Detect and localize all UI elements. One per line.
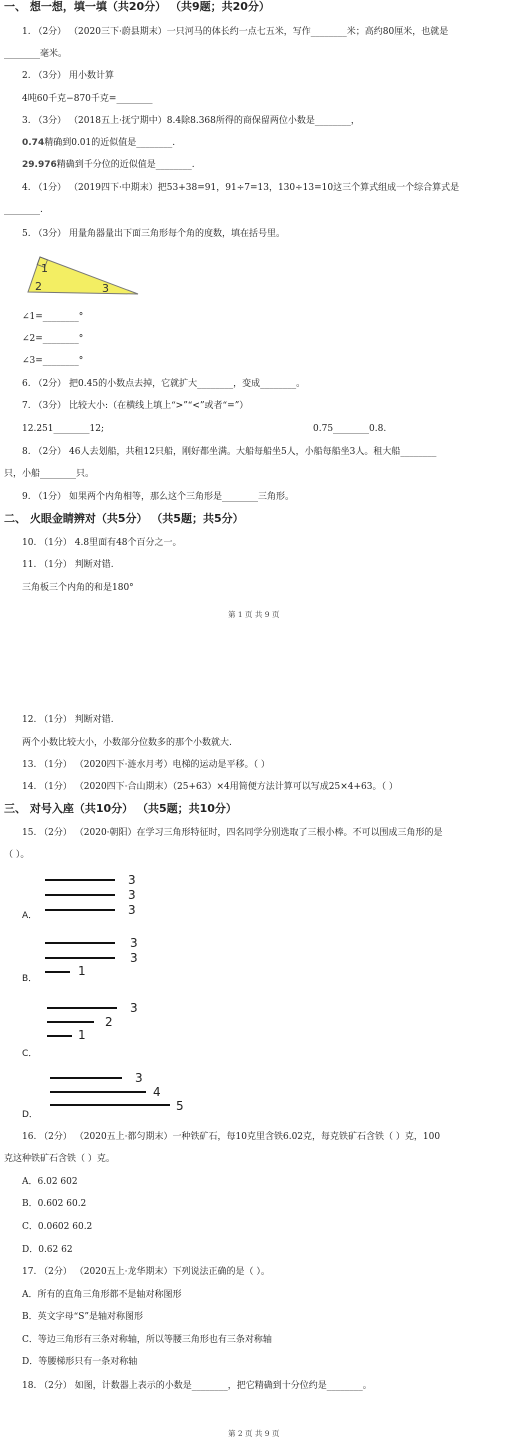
stick-b-3: [45, 971, 70, 973]
angle-2-answer: ∠2=________°: [22, 334, 84, 344]
stick-d-3-length: 5: [176, 1099, 184, 1113]
page-number-1: 第 1 页 共 9 页: [228, 610, 280, 619]
stick-d-2-length: 4: [153, 1085, 161, 1099]
question-17-option-d: D．等腰梯形只有一条对称轴: [22, 1357, 138, 1367]
stick-a-3: [45, 909, 115, 911]
question-3-line-2: [22, 137, 175, 149]
stick-b-1-length: 3: [130, 936, 138, 950]
stick-b-3-length: 1: [78, 964, 86, 978]
stick-c-3: [47, 1035, 72, 1037]
question-11-line-2: 三角板三个内角的和是180°: [22, 583, 134, 593]
stick-c-2: [47, 1021, 94, 1023]
stick-d-2: [50, 1091, 146, 1093]
option-a-label: A．: [22, 911, 38, 921]
page-number-2: 第 2 页 共 9 页: [228, 1429, 280, 1438]
question-2-line-2: 4吨60千克−870千克=________: [22, 94, 153, 104]
question-15-line-2: （ ）。: [4, 850, 30, 860]
stick-d-3: [50, 1104, 170, 1106]
section-3-title: 三、 对号入座（共10分） （共5题；共10分）: [4, 802, 237, 815]
question-3-line-3: [22, 159, 195, 171]
question-17-option-c: C．等边三角形有三条对称轴，所以等腰三角形也有三条对称轴: [22, 1335, 272, 1345]
stick-b-2-length: 3: [130, 951, 138, 965]
question-12-line-1: 12. （1分） 判断对错.: [22, 715, 114, 725]
question-11-line-1: 11. （1分） 判断对错.: [22, 560, 114, 570]
question-9-line: 9. （1分） 如果两个内角相等，那么这个三角形是________三角形。: [22, 492, 295, 502]
stick-a-1: [45, 879, 115, 881]
question-3-text-3: 精确到千分位的近似值是________.: [56, 160, 195, 170]
stick-b-1: [45, 942, 115, 944]
question-1-line-2: ________毫米。: [4, 49, 68, 59]
question-16-option-c: C．0.0602 60.2: [22, 1222, 93, 1232]
stick-c-3-length: 1: [78, 1028, 86, 1042]
section-1-title: 一、 想一想，填一填（共20分） （共9题；共20分）: [4, 0, 270, 13]
question-6-line: 6. （2分） 把0.45的小数点去掉，它就扩大________，变成________。: [22, 379, 306, 389]
question-1-line-1: 1. （2分） （2020三下·蔚县期末）一只河马的体长约一点七五米，写作________米；高约80厘米，也就是: [22, 27, 449, 37]
stick-a-2-length: 3: [128, 888, 136, 902]
stick-b-2: [45, 957, 115, 959]
question-7-line-1: 7. （3分） 比较大小:（在横线上填上“>”“<”或者“=”）: [22, 401, 249, 411]
question-5-line: 5. （3分） 用量角器量出下面三角形每个角的度数，填在括号里。: [22, 229, 286, 239]
angle-3-answer: ∠3=________°: [22, 356, 84, 366]
option-b-label: B．: [22, 974, 38, 984]
angle-label-3: 3: [102, 282, 109, 295]
stick-d-1-length: 3: [135, 1071, 143, 1085]
question-14-line: 14. （1分） （2020四下·合山期末）（25+63）×4用简便方法计算可以写成25×4+63。（ ）: [22, 782, 398, 792]
question-13-line: 13. （1分） （2020四下·涟水月考）电梯的运动是平移。（ ）: [22, 760, 270, 770]
decimal-29-976: 29.976: [22, 160, 57, 170]
question-2-line-1: 2. （3分） 用小数计算: [22, 71, 115, 81]
option-d-label: D．: [22, 1110, 38, 1120]
question-16-option-d: D．0.62 62: [22, 1245, 73, 1255]
stick-c-1-length: 3: [130, 1001, 138, 1015]
angle-1-answer: ∠1=________°: [22, 312, 84, 322]
question-7-right: 0.75________0.8.: [313, 424, 387, 434]
stick-a-3-length: 3: [128, 903, 136, 917]
question-3-text-2: 精确到0.01的近似值是________.: [44, 138, 176, 148]
stick-a-1-length: 3: [128, 873, 136, 887]
section-2-title: 二、 火眼金睛辨对（共5分） （共5题；共5分）: [4, 512, 244, 525]
option-c-label: C．: [22, 1049, 38, 1059]
angle-label-1: 2: [35, 280, 42, 293]
stick-c-2-length: 2: [105, 1015, 113, 1029]
question-16-option-b: B．0.602 60.2: [22, 1199, 87, 1209]
question-12-line-2: 两个小数比较大小，小数部分位数多的那个小数就大.: [22, 738, 232, 748]
question-18-line: 18. （2分） 如图，计数器上表示的小数是________，把它精确到十分位约是________。: [22, 1381, 372, 1391]
decimal-0-74: 0.74: [22, 138, 45, 148]
question-3-line-1: 3. （3分） （2018五上·抚宁期中）8.4除8.368所得的商保留两位小数是________，: [22, 116, 360, 126]
question-7-left: 12.251________12;: [22, 424, 104, 434]
question-10-line: 10. （1分） 4.8里面有48个百分之一。: [22, 538, 182, 548]
question-17-line: 17. （2分） （2020五上·龙华期末）下列说法正确的是（ ）。: [22, 1267, 270, 1277]
question-17-option-a: A．所有的直角三角形都不是轴对称图形: [22, 1290, 182, 1300]
question-4-line-2: ________.: [4, 205, 43, 215]
question-16-line-2: 克这种铁矿石含铁（ ）克。: [4, 1154, 115, 1164]
question-16-line-1: 16. （2分） （2020五上·都匀期末）一种铁矿石，每10克里含铁6.02克，每克铁矿石含铁（ ）克，100: [22, 1132, 441, 1142]
angle-label-2: 1: [41, 262, 48, 275]
stick-d-1: [50, 1077, 122, 1079]
question-8-line-1: 8. （2分） 46人去划船，共租12只船，刚好都坐满。大船每船坐5人，小船每船坐3人。租大船________: [22, 447, 437, 457]
question-16-option-a: A．6.02 602: [22, 1177, 78, 1187]
triangle-figure: [26, 252, 142, 300]
stick-c-1: [47, 1007, 117, 1009]
question-4-line-1: 4. （1分） （2019四下·中期末）把53+38=91，91÷7=13，130÷13=10这三个算式组成一个综合算式是: [22, 183, 460, 193]
question-15-line-1: 15. （2分） （2020·朝阳）在学习三角形特征时，四名同学分别选取了三根小棒。不可以围成三角形的是: [22, 828, 443, 838]
stick-a-2: [45, 894, 115, 896]
question-8-line-2: 只，小船________只。: [4, 469, 95, 479]
question-17-option-b: B．英文字母“S”是轴对称图形: [22, 1312, 143, 1322]
